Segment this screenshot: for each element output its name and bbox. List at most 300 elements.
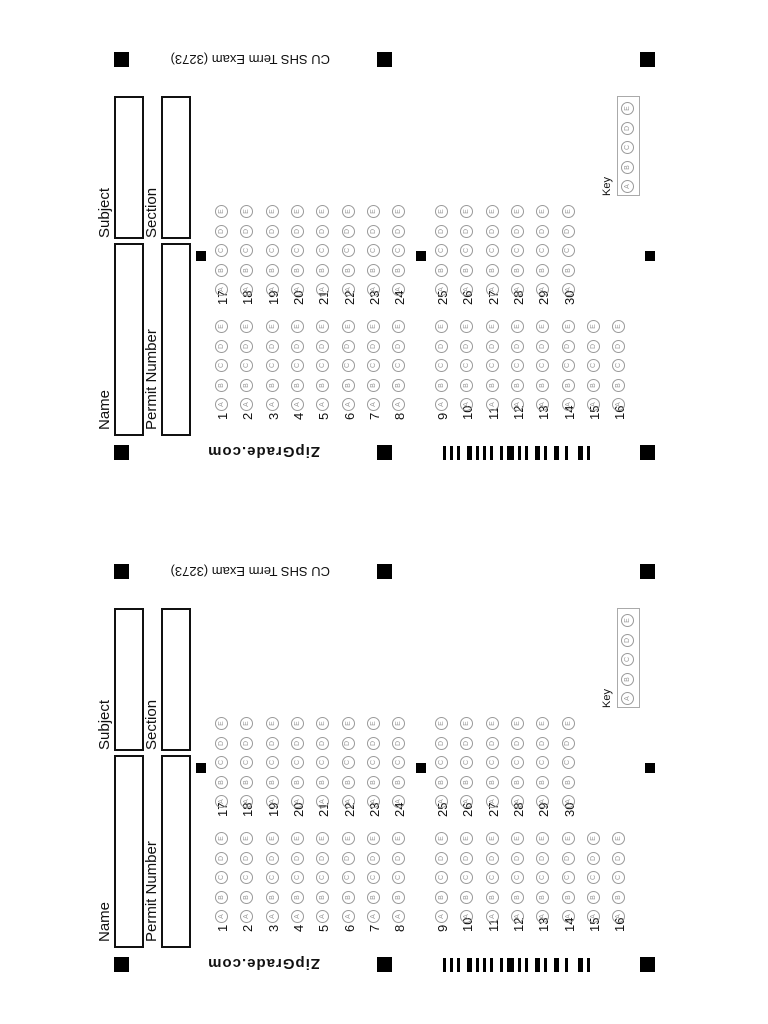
answer-bubble-e[interactable] — [291, 717, 304, 730]
answer-bubble-c[interactable] — [392, 359, 405, 372]
answer-bubble-b[interactable] — [511, 891, 524, 904]
answer-bubble-b[interactable] — [486, 891, 499, 904]
answer-bubble-d[interactable] — [266, 852, 279, 865]
answer-bubble-e[interactable] — [435, 205, 448, 218]
answer-bubble-c[interactable] — [562, 244, 575, 257]
answer-bubble-c[interactable] — [587, 871, 600, 884]
answer-bubble-e[interactable] — [587, 832, 600, 845]
answer-bubble-c[interactable] — [367, 359, 380, 372]
answer-bubble-b[interactable] — [536, 264, 549, 277]
answer-bubble-e[interactable] — [240, 832, 253, 845]
answer-bubble-c[interactable] — [266, 244, 279, 257]
answer-bubble-e[interactable] — [240, 205, 253, 218]
answer-bubble-c[interactable] — [435, 756, 448, 769]
answer-bubble-d[interactable] — [587, 852, 600, 865]
answer-bubble-d[interactable] — [291, 340, 304, 353]
answer-bubble-c[interactable] — [215, 244, 228, 257]
answer-bubble-e[interactable] — [562, 717, 575, 730]
answer-bubble-b[interactable] — [435, 379, 448, 392]
answer-bubble-d[interactable] — [342, 340, 355, 353]
answer-bubble-c[interactable] — [266, 756, 279, 769]
answer-bubble-d[interactable] — [460, 737, 473, 750]
answer-bubble-b[interactable] — [562, 379, 575, 392]
answer-bubble-c[interactable] — [240, 871, 253, 884]
answer-bubble-e[interactable] — [536, 832, 549, 845]
answer-bubble-a[interactable] — [316, 398, 329, 411]
answer-bubble-b[interactable] — [392, 776, 405, 789]
answer-bubble-a[interactable] — [266, 910, 279, 923]
answer-bubble-d[interactable] — [266, 737, 279, 750]
answer-bubble-c[interactable] — [435, 871, 448, 884]
answer-bubble-d[interactable] — [240, 737, 253, 750]
answer-bubble-d[interactable] — [367, 340, 380, 353]
key-bubble-d — [621, 634, 634, 647]
answer-bubble-a[interactable] — [342, 398, 355, 411]
answer-bubble-b[interactable] — [536, 891, 549, 904]
answer-bubble-d[interactable] — [392, 225, 405, 238]
answer-bubble-e[interactable] — [342, 205, 355, 218]
answer-bubble-c[interactable] — [367, 871, 380, 884]
answer-bubble-e[interactable] — [536, 205, 549, 218]
answer-bubble-c[interactable] — [316, 359, 329, 372]
answer-bubble-c[interactable] — [536, 359, 549, 372]
answer-bubble-b[interactable] — [460, 379, 473, 392]
answer-bubble-c[interactable] — [460, 871, 473, 884]
answer-bubble-a[interactable] — [266, 795, 279, 808]
answer-bubble-e[interactable] — [486, 320, 499, 333]
answer-bubble-c[interactable] — [486, 756, 499, 769]
answer-bubble-d[interactable] — [215, 737, 228, 750]
permit-number-field[interactable] — [161, 755, 191, 948]
answer-bubble-c[interactable] — [215, 359, 228, 372]
answer-bubble-e[interactable] — [316, 205, 329, 218]
answer-bubble-a[interactable] — [291, 283, 304, 296]
answer-bubble-b[interactable] — [316, 264, 329, 277]
answer-bubble-e[interactable] — [266, 832, 279, 845]
answer-bubble-a[interactable] — [367, 398, 380, 411]
name-field[interactable] — [114, 755, 144, 948]
answer-bubble-d[interactable] — [612, 852, 625, 865]
answer-bubble-d[interactable] — [562, 737, 575, 750]
answer-bubble-e[interactable] — [460, 717, 473, 730]
answer-bubble-e[interactable] — [511, 205, 524, 218]
answer-bubble-a[interactable] — [215, 398, 228, 411]
subject-field[interactable] — [114, 608, 144, 751]
answer-bubble-e[interactable] — [392, 320, 405, 333]
answer-bubble-c[interactable] — [511, 871, 524, 884]
answer-bubble-a[interactable] — [392, 910, 405, 923]
answer-bubble-d[interactable] — [342, 852, 355, 865]
answer-bubble-a[interactable] — [435, 795, 448, 808]
answer-bubble-b[interactable] — [240, 264, 253, 277]
answer-bubble-d[interactable] — [536, 225, 549, 238]
answer-bubble-e[interactable] — [342, 832, 355, 845]
answer-bubble-e[interactable] — [511, 832, 524, 845]
answer-bubble-e[interactable] — [562, 205, 575, 218]
answer-bubble-c[interactable] — [536, 244, 549, 257]
answer-bubble-b[interactable] — [291, 379, 304, 392]
answer-bubble-e[interactable] — [460, 205, 473, 218]
answer-bubble-c[interactable] — [536, 871, 549, 884]
answer-bubble-c[interactable] — [342, 244, 355, 257]
answer-bubble-b[interactable] — [367, 264, 380, 277]
answer-bubble-c[interactable] — [460, 244, 473, 257]
answer-bubble-e[interactable] — [511, 717, 524, 730]
answer-bubble-e[interactable] — [612, 832, 625, 845]
answer-bubble-b[interactable] — [215, 776, 228, 789]
answer-bubble-b[interactable] — [536, 776, 549, 789]
answer-bubble-b[interactable] — [392, 379, 405, 392]
answer-bubble-a[interactable] — [291, 795, 304, 808]
answer-bubble-a[interactable] — [316, 910, 329, 923]
section-field[interactable] — [161, 96, 191, 239]
answer-bubble-a[interactable] — [562, 910, 575, 923]
answer-bubble-c[interactable] — [316, 756, 329, 769]
answer-bubble-d[interactable] — [367, 852, 380, 865]
answer-bubble-b[interactable] — [486, 379, 499, 392]
answer-bubble-a[interactable] — [367, 795, 380, 808]
answer-bubble-d[interactable] — [240, 225, 253, 238]
answer-bubble-b[interactable] — [291, 264, 304, 277]
answer-bubble-d[interactable] — [392, 737, 405, 750]
answer-bubble-d[interactable] — [266, 225, 279, 238]
answer-bubble-e[interactable] — [511, 320, 524, 333]
answer-bubble-b[interactable] — [612, 379, 625, 392]
answer-bubble-d[interactable] — [435, 737, 448, 750]
answer-bubble-c[interactable] — [342, 359, 355, 372]
answer-bubble-a[interactable] — [215, 910, 228, 923]
answer-bubble-c[interactable] — [240, 756, 253, 769]
answer-bubble-b[interactable] — [367, 379, 380, 392]
answer-bubble-e[interactable] — [342, 320, 355, 333]
answer-bubble-b[interactable] — [392, 264, 405, 277]
bubble-letter: A — [488, 914, 496, 919]
answer-bubble-a[interactable] — [486, 910, 499, 923]
answer-bubble-c[interactable] — [316, 244, 329, 257]
answer-bubble-d[interactable] — [612, 340, 625, 353]
name-field[interactable] — [114, 243, 144, 436]
answer-bubble-b[interactable] — [266, 264, 279, 277]
answer-bubble-e[interactable] — [215, 717, 228, 730]
answer-bubble-c[interactable] — [460, 359, 473, 372]
answer-bubble-a[interactable] — [511, 910, 524, 923]
answer-bubble-c[interactable] — [367, 756, 380, 769]
answer-bubble-b[interactable] — [587, 379, 600, 392]
answer-bubble-e[interactable] — [460, 832, 473, 845]
answer-bubble-d[interactable] — [392, 852, 405, 865]
answer-bubble-b[interactable] — [562, 776, 575, 789]
answer-bubble-a[interactable] — [587, 398, 600, 411]
answer-bubble-b[interactable] — [612, 891, 625, 904]
answer-bubble-c[interactable] — [266, 871, 279, 884]
answer-bubble-b[interactable] — [342, 776, 355, 789]
answer-bubble-e[interactable] — [215, 205, 228, 218]
answer-bubble-d[interactable] — [291, 225, 304, 238]
answer-bubble-b[interactable] — [435, 776, 448, 789]
answer-bubble-a[interactable] — [266, 283, 279, 296]
answer-bubble-d[interactable] — [266, 340, 279, 353]
answer-bubble-d[interactable] — [511, 852, 524, 865]
answer-bubble-e[interactable] — [291, 205, 304, 218]
answer-bubble-d[interactable] — [435, 852, 448, 865]
answer-bubble-a[interactable] — [392, 283, 405, 296]
answer-bubble-d[interactable] — [215, 852, 228, 865]
answer-bubble-b[interactable] — [342, 891, 355, 904]
answer-bubble-a[interactable] — [612, 398, 625, 411]
answer-bubble-b[interactable] — [392, 891, 405, 904]
answer-bubble-a[interactable] — [367, 283, 380, 296]
answer-bubble-e[interactable] — [240, 717, 253, 730]
answer-bubble-e[interactable] — [240, 320, 253, 333]
answer-bubble-d[interactable] — [511, 340, 524, 353]
answer-bubble-c[interactable] — [392, 871, 405, 884]
answer-bubble-e[interactable] — [435, 320, 448, 333]
answer-bubble-c[interactable] — [612, 359, 625, 372]
answer-bubble-a[interactable] — [435, 910, 448, 923]
answer-bubble-d[interactable] — [215, 340, 228, 353]
answer-bubble-e[interactable] — [291, 320, 304, 333]
answer-bubble-d[interactable] — [460, 340, 473, 353]
answer-bubble-e[interactable] — [215, 832, 228, 845]
answer-bubble-a[interactable] — [511, 283, 524, 296]
answer-bubble-a[interactable] — [587, 910, 600, 923]
answer-bubble-c[interactable] — [215, 756, 228, 769]
answer-bubble-d[interactable] — [460, 852, 473, 865]
answer-bubble-e[interactable] — [536, 320, 549, 333]
answer-bubble-c[interactable] — [460, 756, 473, 769]
answer-bubble-c[interactable] — [562, 359, 575, 372]
permit-number-field[interactable] — [161, 243, 191, 436]
answer-bubble-b[interactable] — [435, 891, 448, 904]
answer-bubble-a[interactable] — [392, 795, 405, 808]
answer-bubble-c[interactable] — [392, 244, 405, 257]
answer-bubble-b[interactable] — [240, 776, 253, 789]
answer-bubble-b[interactable] — [215, 891, 228, 904]
answer-bubble-e[interactable] — [291, 832, 304, 845]
answer-bubble-b[interactable] — [215, 379, 228, 392]
answer-bubble-d[interactable] — [536, 852, 549, 865]
answer-bubble-e[interactable] — [460, 320, 473, 333]
answer-bubble-a[interactable] — [562, 795, 575, 808]
answer-bubble-b[interactable] — [511, 379, 524, 392]
answer-bubble-c[interactable] — [511, 756, 524, 769]
answer-bubble-d[interactable] — [215, 225, 228, 238]
answer-bubble-c[interactable] — [435, 359, 448, 372]
bubble-letter: A — [539, 914, 547, 919]
answer-bubble-d[interactable] — [342, 225, 355, 238]
answer-bubble-d[interactable] — [486, 737, 499, 750]
answer-bubble-c[interactable] — [486, 871, 499, 884]
answer-bubble-e[interactable] — [367, 205, 380, 218]
answer-bubble-c[interactable] — [342, 756, 355, 769]
answer-bubble-a[interactable] — [215, 795, 228, 808]
answer-bubble-c[interactable] — [342, 871, 355, 884]
answer-bubble-b[interactable] — [291, 891, 304, 904]
answer-bubble-c[interactable] — [240, 244, 253, 257]
answer-bubble-d[interactable] — [562, 852, 575, 865]
answer-bubble-a[interactable] — [486, 795, 499, 808]
answer-bubble-e[interactable] — [266, 320, 279, 333]
answer-bubble-e[interactable] — [486, 205, 499, 218]
answer-bubble-c[interactable] — [316, 871, 329, 884]
answer-bubble-e[interactable] — [367, 320, 380, 333]
answer-bubble-d[interactable] — [536, 737, 549, 750]
answer-bubble-c[interactable] — [562, 871, 575, 884]
answer-bubble-c[interactable] — [587, 359, 600, 372]
answer-bubble-a[interactable] — [342, 795, 355, 808]
answer-bubble-b[interactable] — [240, 379, 253, 392]
answer-bubble-e[interactable] — [486, 717, 499, 730]
answer-bubble-a[interactable] — [291, 910, 304, 923]
answer-bubble-a[interactable] — [486, 283, 499, 296]
answer-bubble-d[interactable] — [291, 852, 304, 865]
answer-bubble-a[interactable] — [612, 910, 625, 923]
answer-bubble-d[interactable] — [240, 852, 253, 865]
answer-bubble-b[interactable] — [511, 776, 524, 789]
answer-bubble-a[interactable] — [562, 283, 575, 296]
answer-bubble-a[interactable] — [240, 398, 253, 411]
answer-bubble-e[interactable] — [435, 832, 448, 845]
answer-bubble-d[interactable] — [486, 340, 499, 353]
answer-bubble-a[interactable] — [511, 795, 524, 808]
answer-bubble-a[interactable] — [240, 910, 253, 923]
answer-bubble-b[interactable] — [291, 776, 304, 789]
answer-bubble-b[interactable] — [562, 264, 575, 277]
answer-bubble-c[interactable] — [511, 244, 524, 257]
answer-bubble-e[interactable] — [392, 205, 405, 218]
answer-bubble-b[interactable] — [435, 264, 448, 277]
answer-bubble-a[interactable] — [435, 398, 448, 411]
answer-bubble-d[interactable] — [486, 225, 499, 238]
answer-bubble-d[interactable] — [486, 852, 499, 865]
answer-bubble-b[interactable] — [460, 264, 473, 277]
section-field[interactable] — [161, 608, 191, 751]
answer-bubble-b[interactable] — [266, 891, 279, 904]
answer-bubble-d[interactable] — [240, 340, 253, 353]
answer-bubble-e[interactable] — [392, 832, 405, 845]
answer-bubble-c[interactable] — [486, 359, 499, 372]
answer-bubble-c[interactable] — [486, 244, 499, 257]
answer-bubble-d[interactable] — [291, 737, 304, 750]
answer-bubble-e[interactable] — [215, 320, 228, 333]
answer-bubble-a[interactable] — [511, 398, 524, 411]
answer-bubble-b[interactable] — [266, 379, 279, 392]
answer-bubble-e[interactable] — [562, 320, 575, 333]
answer-bubble-a[interactable] — [266, 398, 279, 411]
answer-bubble-a[interactable] — [486, 398, 499, 411]
answer-bubble-e[interactable] — [536, 717, 549, 730]
answer-bubble-b[interactable] — [367, 776, 380, 789]
bubble-letter: C — [513, 759, 521, 766]
answer-bubble-b[interactable] — [266, 776, 279, 789]
answer-bubble-e[interactable] — [486, 832, 499, 845]
answer-bubble-e[interactable] — [266, 205, 279, 218]
answer-bubble-b[interactable] — [511, 264, 524, 277]
answer-bubble-e[interactable] — [316, 832, 329, 845]
answer-bubble-a[interactable] — [291, 398, 304, 411]
answer-bubble-c[interactable] — [562, 756, 575, 769]
answer-bubble-c[interactable] — [511, 359, 524, 372]
answer-bubble-e[interactable] — [367, 717, 380, 730]
answer-bubble-e[interactable] — [266, 717, 279, 730]
answer-bubble-e[interactable] — [316, 717, 329, 730]
answer-bubble-d[interactable] — [536, 340, 549, 353]
subject-field[interactable] — [114, 96, 144, 239]
answer-bubble-e[interactable] — [342, 717, 355, 730]
answer-bubble-a[interactable] — [562, 398, 575, 411]
answer-bubble-b[interactable] — [562, 891, 575, 904]
answer-bubble-b[interactable] — [342, 264, 355, 277]
answer-bubble-e[interactable] — [367, 832, 380, 845]
answer-bubble-b[interactable] — [486, 264, 499, 277]
answer-bubble-d[interactable] — [392, 340, 405, 353]
answer-bubble-b[interactable] — [316, 776, 329, 789]
answer-bubble-b[interactable] — [536, 379, 549, 392]
answer-bubble-b[interactable] — [316, 379, 329, 392]
answer-bubble-d[interactable] — [316, 340, 329, 353]
answer-bubble-d[interactable] — [511, 225, 524, 238]
answer-bubble-e[interactable] — [612, 320, 625, 333]
answer-bubble-c[interactable] — [266, 359, 279, 372]
answer-bubble-a[interactable] — [435, 283, 448, 296]
answer-bubble-c[interactable] — [291, 244, 304, 257]
answer-bubble-d[interactable] — [367, 225, 380, 238]
answer-bubble-e[interactable] — [562, 832, 575, 845]
answer-bubble-a[interactable] — [367, 910, 380, 923]
answer-bubble-d[interactable] — [342, 737, 355, 750]
answer-bubble-d[interactable] — [435, 225, 448, 238]
answer-bubble-b[interactable] — [316, 891, 329, 904]
answer-bubble-b[interactable] — [460, 776, 473, 789]
answer-bubble-b[interactable] — [342, 379, 355, 392]
answer-bubble-e[interactable] — [316, 320, 329, 333]
answer-bubble-c[interactable] — [291, 359, 304, 372]
answer-bubble-d[interactable] — [562, 225, 575, 238]
answer-bubble-b[interactable] — [587, 891, 600, 904]
answer-bubble-a[interactable] — [215, 283, 228, 296]
answer-bubble-d[interactable] — [562, 340, 575, 353]
answer-bubble-e[interactable] — [435, 717, 448, 730]
answer-bubble-b[interactable] — [367, 891, 380, 904]
answer-bubble-d[interactable] — [316, 737, 329, 750]
answer-bubble-a[interactable] — [342, 910, 355, 923]
answer-bubble-c[interactable] — [435, 244, 448, 257]
answer-bubble-c[interactable] — [291, 871, 304, 884]
answer-bubble-d[interactable] — [367, 737, 380, 750]
answer-bubble-b[interactable] — [486, 776, 499, 789]
answer-bubble-d[interactable] — [316, 225, 329, 238]
answer-bubble-d[interactable] — [316, 852, 329, 865]
answer-bubble-a[interactable] — [392, 398, 405, 411]
answer-bubble-c[interactable] — [240, 359, 253, 372]
answer-bubble-c[interactable] — [536, 756, 549, 769]
answer-bubble-d[interactable] — [511, 737, 524, 750]
answer-bubble-d[interactable] — [587, 340, 600, 353]
answer-bubble-b[interactable] — [460, 891, 473, 904]
answer-bubble-c[interactable] — [367, 244, 380, 257]
answer-bubble-e[interactable] — [392, 717, 405, 730]
answer-bubble-b[interactable] — [240, 891, 253, 904]
answer-bubble-b[interactable] — [215, 264, 228, 277]
answer-bubble-c[interactable] — [215, 871, 228, 884]
answer-bubble-a[interactable] — [342, 283, 355, 296]
answer-bubble-e[interactable] — [587, 320, 600, 333]
answer-bubble-d[interactable] — [460, 225, 473, 238]
answer-bubble-c[interactable] — [291, 756, 304, 769]
answer-bubble-c[interactable] — [392, 756, 405, 769]
answer-bubble-d[interactable] — [435, 340, 448, 353]
answer-bubble-c[interactable] — [612, 871, 625, 884]
